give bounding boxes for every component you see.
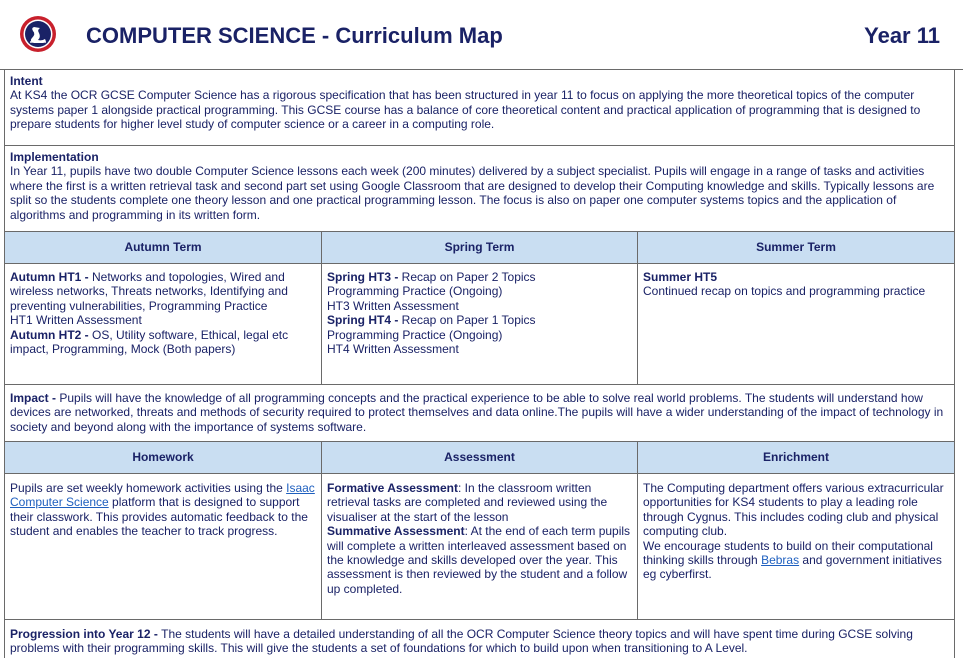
curriculum-grid — [4, 70, 955, 658]
intent-heading: Intent — [10, 74, 43, 88]
intent-text: At KS4 the OCR GCSE Computer Science has a rigorous specification that has been structured in year 11 to focus on applying the more theoretical topics of the computer systems paper 1 alongside practical programming. This GCSE course has a balance of core theoretical content and practical application of programming that is designed to prepare students for higher level study of computer science or a career in a computing role. — [10, 88, 921, 132]
progression-label: Progression into Year 12 - — [10, 627, 162, 641]
summer-ht5-label-text: Summer HT5 — [643, 270, 718, 284]
spring-ht4-assessment: HT4 Written Assessment — [327, 342, 459, 357]
progression-text: The students will have a detailed understanding of all the OCR Computer Science theory topics and will have spent time during GCSE solving problems with their programming skills. This will give the students a set of foundations for which to build upon when transitioning to A Level. — [10, 627, 913, 656]
assessment-header: Assessment — [321, 442, 637, 473]
intent-section — [5, 70, 954, 146]
autumn-ht1-label: Autumn HT1 - — [10, 270, 92, 284]
spring-ht3-assessment: HT3 Written Assessment — [327, 298, 459, 313]
spring-ht4-practice: Programming Practice (Ongoing) — [327, 327, 503, 342]
impact-section — [5, 385, 954, 442]
spring-term-header: Spring Term — [321, 232, 637, 263]
extras-header-row — [5, 442, 954, 474]
homework-text-pre: Pupils are set weekly homework activities using the — [10, 481, 287, 495]
implementation-section — [5, 146, 954, 232]
formative-text: : In the classroom written retrieval tasks are completed and reviewed using the visualiser at the start of the lesson — [327, 481, 608, 524]
implementation-heading: Implementation — [10, 150, 99, 164]
homework-cell — [5, 474, 321, 619]
summative-assessment — [327, 524, 632, 596]
spring-term-cell — [321, 264, 637, 384]
formative-label: Formative Assessment — [327, 481, 458, 495]
spring-ht4-text: Recap on Paper 1 Topics — [401, 313, 536, 328]
enrichment-header: Enrichment — [637, 442, 954, 473]
bebras-link[interactable]: Bebras — [761, 553, 800, 568]
page-title: COMPUTER SCIENCE - Curriculum Map — [86, 23, 503, 48]
spring-ht4-label: Spring HT4 - — [327, 313, 402, 328]
year-label: Year 11 — [864, 23, 940, 48]
impact-text: Pupils will have the knowledge of all programming concepts and the practical experience to be able to solve real world problems. The students will understand how devices are networked, threats and methods of security required to protect themselves and data online.The pupils will have a wider understanding of the impact of technology in society and beyond along with the importance of systems software. — [10, 391, 944, 434]
autumn-ht2-label: Autumn HT2 - — [10, 327, 92, 342]
homework-text-post: platform that is designed to support their classwork. This provides automatic feedback to the student and enables the teacher to track progress. — [10, 495, 308, 539]
terms-content-row — [5, 264, 954, 385]
autumn-ht1 — [10, 270, 316, 313]
enrichment-p2 — [643, 539, 949, 582]
spring-ht4 — [327, 313, 632, 327]
isaac-computer-science-link[interactable]: Isaac Computer Science — [10, 481, 315, 510]
summative-label: Summative Assessment — [327, 524, 465, 539]
spring-ht3-text: Recap on Paper 2 Topics — [401, 270, 536, 284]
progression-section — [5, 620, 954, 658]
autumn-ht2 — [10, 328, 316, 357]
assessment-cell — [321, 474, 637, 619]
summer-term-cell — [637, 264, 954, 384]
homework-header: Homework — [5, 442, 321, 473]
swan-logo-icon — [19, 15, 57, 53]
autumn-ht1-text: Networks and topologies, Wired and wireless networks, Threats networks, Identifying and preventing vulnerabilities, Programming Practice — [10, 270, 288, 313]
enrichment-p1: The Computing department offers various extracurricular opportunities for KS4 students to play a leading role through Cygnus. This includes coding club and physical computing club. — [643, 481, 944, 539]
autumn-ht2-text: OS, Utility software, Ethical, legal etc impact, Programming, Mock (Both papers) — [10, 327, 289, 357]
autumn-term-header: Autumn Term — [5, 232, 321, 263]
enrichment-p2-pre: We encourage students to build on their computational thinking skills through — [643, 538, 933, 568]
spring-ht3-practice: Programming Practice (Ongoing) — [327, 284, 503, 299]
spring-ht3 — [327, 270, 632, 284]
summer-term-header: Summer Term — [637, 232, 954, 263]
spring-ht3-label: Spring HT3 - — [327, 270, 402, 284]
implementation-text: In Year 11, pupils have two double Computer Science lessons each week (200 minutes) delivered by a subject specialist. Pupils will engage in a range of tasks and activities where the first is a written retrieval task and second part set using Google Classroom that are designed to develop their Computing knowledge and skills. Typically lessons are split so the students complete one theory lesson and one practical programming lesson. The focus is also on paper one computer systems topics and the application of algorithms and programming in its written form. — [10, 164, 935, 222]
impact-label: Impact - — [10, 391, 60, 405]
autumn-term-cell — [5, 264, 321, 384]
page-header — [0, 0, 963, 70]
enrichment-cell — [637, 474, 954, 619]
summative-text: : At the end of each term pupils will complete a written interleaved assessment based on the knowledge and skills developed over the year. This assessment is then reviewed by the student and a follow up completed. — [327, 524, 631, 596]
terms-header-row — [5, 232, 954, 264]
summer-ht5-text: Continued recap on topics and programming practice — [643, 284, 926, 299]
enrichment-p2-post: and government initiatives eg cyberfirst. — [643, 553, 942, 582]
extras-content-row — [5, 474, 954, 620]
summer-ht5-label — [643, 270, 949, 284]
formative-assessment — [327, 481, 632, 524]
autumn-ht1-assessment: HT1 Written Assessment — [10, 313, 142, 328]
